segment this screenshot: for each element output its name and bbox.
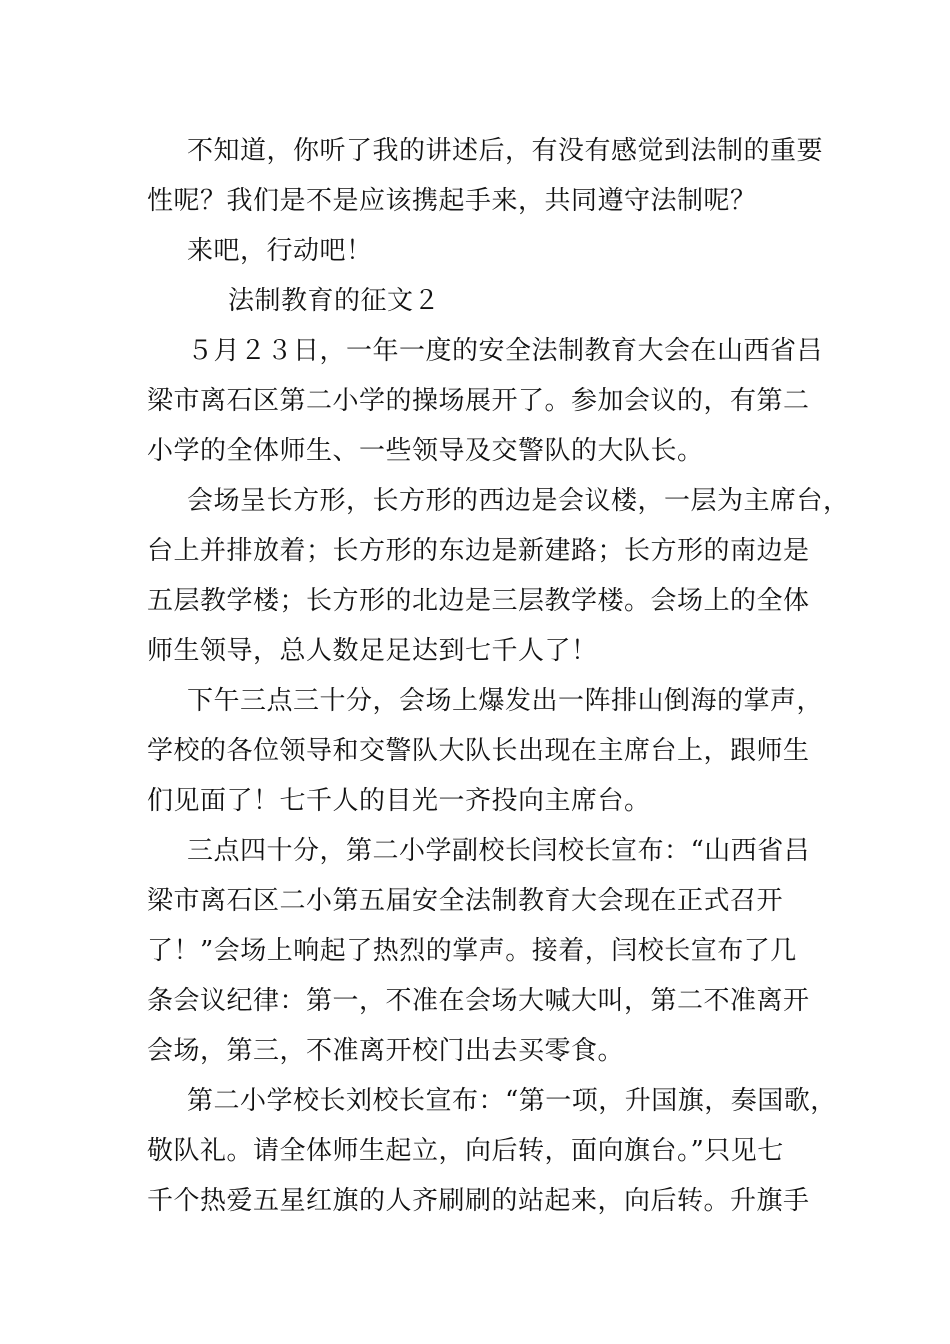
paragraph-line: 下午三点三十分，会场上爆发出一阵排山倒海的掌声， [187,686,824,716]
paragraph-line: 了！”会场上响起了热烈的掌声。接着，闫校长宣布了几 [147,936,797,966]
paragraph-line: 五层教学楼；长方形的北边是三层教学楼。会场上的全体 [147,586,810,616]
paragraph-line: 敬队礼。请全体师生起立，向后转，面向旗台。”只见七 [147,1136,784,1166]
paragraph-line: ５月２３日，一年一度的安全法制教育大会在山西省吕 [187,336,824,366]
paragraph-line: 学校的各位领导和交警队大队长出现在主席台上，跟师生 [147,736,810,766]
paragraph-line: 千个热爱五星红旗的人齐刷刷的站起来，向后转。升旗手 [147,1186,810,1216]
section-title: 法制教育的征文２ [228,286,441,316]
paragraph-line: 梁市离石区第二小学的操场展开了。参加会议的，有第二 [147,386,810,416]
paragraph-line: 性呢？我们是不是应该携起手来，共同遵守法制呢？ [147,186,757,216]
paragraph-line: 会场呈长方形，长方形的西边是会议楼，一层为主席台， [187,486,850,516]
paragraph-line: 三点四十分，第二小学副校长闫校长宣布：“山西省吕 [187,836,811,866]
paragraph-line: 第二小学校长刘校长宣布：“第一项，升国旗，奏国歌， [187,1086,837,1116]
paragraph-line: 梁市离石区二小第五届安全法制教育大会现在正式召开 [147,886,784,916]
paragraph-line: 会场，第三，不准离开校门出去买零食。 [147,1036,625,1066]
paragraph-line: 台上并排放着；长方形的东边是新建路；长方形的南边是 [147,536,810,566]
paragraph-line: 们见面了！七千人的目光一齐投向主席台。 [147,786,651,816]
paragraph-line: 来吧，行动吧！ [187,236,373,266]
paragraph-line: 小学的全体师生、一些领导及交警队的大队长。 [147,436,704,466]
paragraph-line: 师生领导，总人数足足达到七千人了！ [147,636,598,666]
paragraph-line: 条会议纪律：第一，不准在会场大喊大叫，第二不准离开 [147,986,810,1016]
paragraph-line: 不知道，你听了我的讲述后，有没有感觉到法制的重要 [187,136,824,166]
